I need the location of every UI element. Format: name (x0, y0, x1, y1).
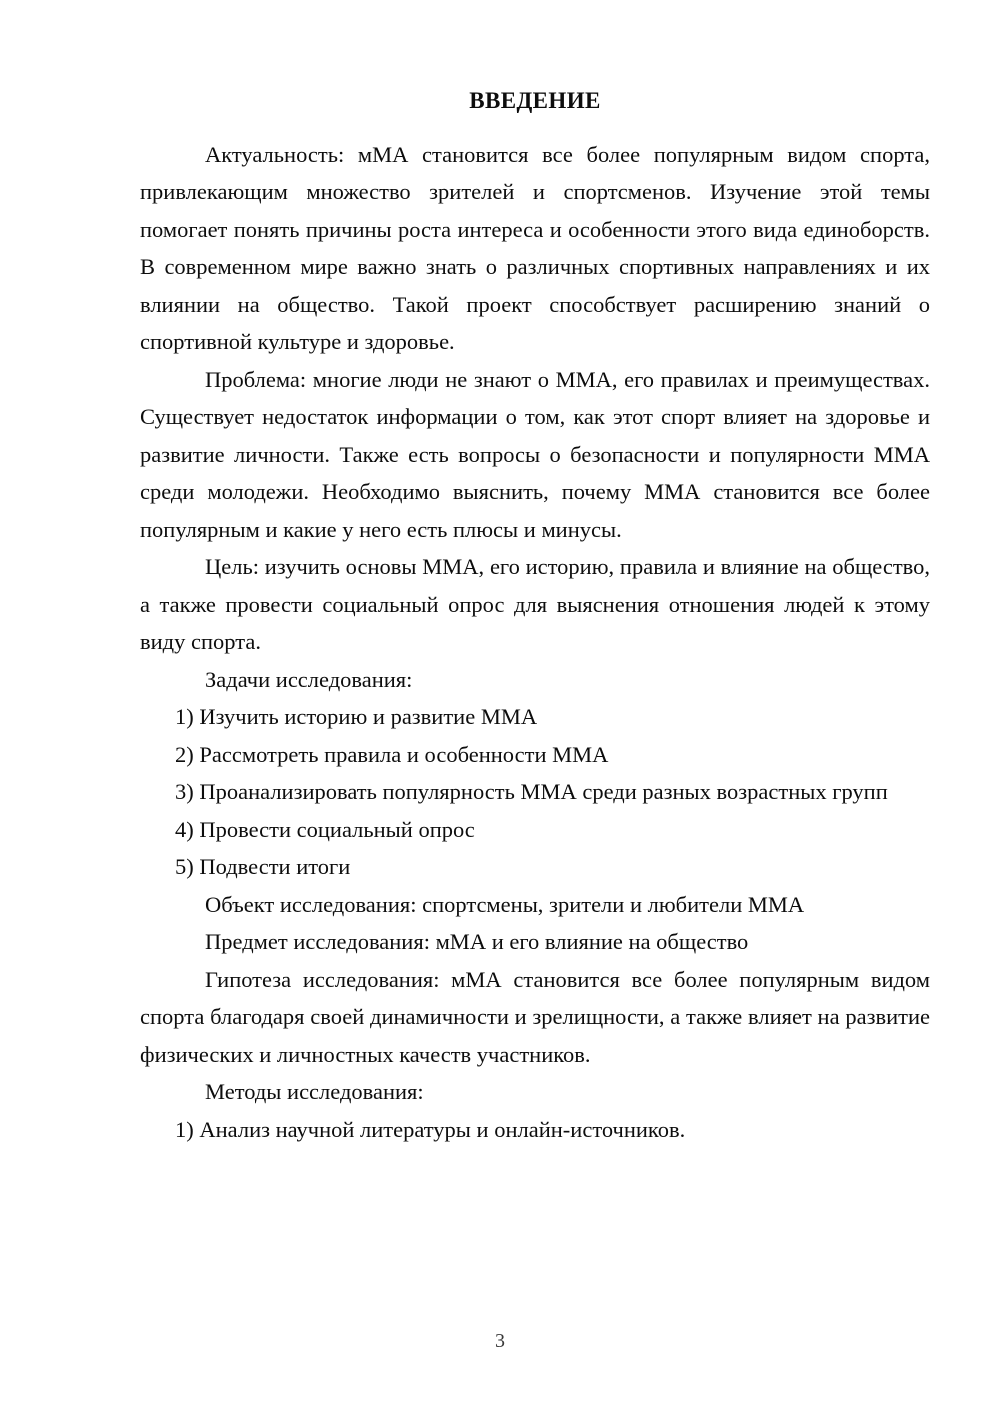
task-item-3: 3) Проанализировать популярность ММА среди разных возрастных групп (175, 779, 888, 805)
method-item-1: 1) Анализ научной литературы и онлайн-источников. (175, 1116, 686, 1142)
task-item-1: 1) Изучить историю и развитие ММА (175, 704, 538, 730)
page-number: 3 (495, 1330, 505, 1352)
task-item-4: 4) Провести социальный опрос (175, 816, 475, 842)
heading-methods: Методы исследования: (205, 1079, 424, 1105)
page-title: ВВЕДЕНИЕ (469, 88, 601, 113)
paragraph-goal: Цель: изучить основы ММА, его историю, правила и влияние на общество, а также провести социальный опрос для выяснения отношения людей к этому виду спорта. (140, 554, 930, 655)
task-item-5: 5) Подвести итоги (175, 854, 351, 880)
paragraph-problem: Проблема: многие люди не знают о ММА, его правилах и преимуществах. Существует недостаток информации о том, как этот спорт влияет на здоровье и развитие личности. Также есть вопросы о безопасности и популярности ММА среди молодежи. Необходимо выяснить, почему ММА становится все более популярным и какие у него есть плюсы и минусы. (140, 366, 930, 542)
paragraph-object: Объект исследования: спортсмены, зрители и любители ММА (205, 891, 805, 917)
paragraph-subject: Предмет исследования: мМА и его влияние на общество (205, 929, 749, 955)
task-item-2: 2) Рассмотреть правила и особенности ММА (175, 741, 609, 767)
paragraph-relevance: Актуальность: мМА становится все более популярным видом спорта, привлекающим множество зрителей и спортсменов. Изучение этой темы помогает понять причины роста интереса и особенности этого вида единоборств. В современном мире важно знать о различных спортивных направлениях и их влиянии на общество. Такой проект способствует расширению знаний о спортивной культуре и здоровье. (140, 141, 930, 355)
document-body (140, 86, 930, 1148)
paragraph-hypothesis: Гипотеза исследования: мМА становится все более популярным видом спорта благодаря своей динамичности и зрелищности, а также влияет на развитие физических и личностных качеств участников. (140, 966, 930, 1067)
heading-tasks: Задачи исследования: (205, 666, 413, 692)
